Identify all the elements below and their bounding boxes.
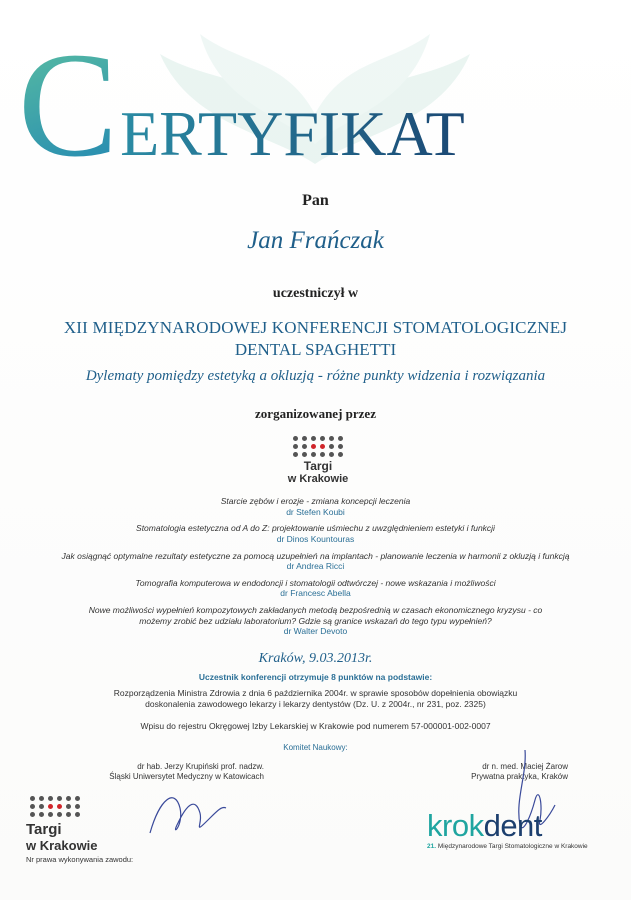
legal-basis-1-line2: doskonalenia zawodowego lekarzy i lekarzy dentystów (Dz. U. z 2004r., nr 231, poz. 2325) [145, 699, 486, 710]
krokdent-part2: dent [483, 808, 542, 843]
lecture-title: Stomatologia estetyczna od A do Z: projektowanie uśmiechu z uwzględnieniem estetyki i funkcji [136, 523, 495, 534]
krokdent-fair-name: Międzynarodowe Targi Stomatologiczne w Krakowie [437, 843, 588, 850]
certificate-title [0, 20, 631, 170]
bottom-organizer-logo [26, 796, 134, 864]
lecture-author: dr Francesc Abella [280, 588, 351, 599]
lecture-title: Jak osiągnąć optymalne rezultaty estetyczne za pomocą uzupełnień na implantach - planowanie leczenia w harmonii z okluzją i funkcją [61, 550, 570, 561]
participation-text: uczestniczył w [272, 286, 359, 301]
krokdent-logo [427, 810, 612, 850]
lecture-item [40, 551, 591, 572]
lecture-author: dr Walter Devoto [283, 626, 348, 637]
conference-name-line2: DENTAL SPAGHETTI [234, 340, 397, 359]
conference-name-line1: XII MIĘDZYNARODOWEJ KONFERENCJI STOMATOLOGICZNEJ [63, 318, 568, 337]
signatory-left-affiliation: Śląski Uniwersytet Medyczny w Katowicach [109, 772, 264, 782]
organizer-logo [283, 436, 353, 485]
organizer-logo-line2: w Krakowie [287, 472, 349, 485]
signatory-right-affiliation: Prywatna praktyka, Kraków [471, 772, 568, 782]
license-number-label: Nr prawa wykonywania zawodu: [26, 854, 134, 864]
legal-basis-1-line1: Rozporządzenia Ministra Zdrowia z dnia 6 października 2004r. w sprawie sposobów dopełnienia obowiązku [113, 688, 518, 698]
legal-basis-1 [0, 688, 631, 710]
krokdent-part1: krok [427, 808, 484, 843]
issue-date: Kraków, 9.03.2013r. [258, 651, 373, 666]
lecture-author: dr Andrea Ricci [286, 561, 345, 572]
lecture-item [40, 523, 591, 544]
recipient-name: Jan Frańczak [247, 227, 384, 254]
lecture-author: dr Dinos Kountouras [276, 533, 355, 544]
signatory-right-name: dr n. med. Maciej Żarow [482, 762, 568, 771]
krokdent-wordmark [427, 810, 612, 841]
conference-subtitle: Dylematy pomiędzy estetyką a okluzją - różne punkty widzenia i rozwiązania [85, 368, 546, 384]
lecture-item [40, 496, 591, 517]
salutation: Pan [302, 192, 329, 209]
lecture-item [40, 578, 591, 599]
lecture-title: Starcie zębów i erozje - zmiana koncepcji leczenia [220, 496, 411, 506]
legal-basis-2: Wpisu do rejestru Okręgowej Izby Lekarskiej w Krakowie pod numerem 57-000001-002-0007 [140, 721, 491, 731]
lecture-list [40, 496, 591, 643]
bottom-logo-line2: w Krakowie [26, 837, 98, 853]
lecture-title: Tomografia komputerowa w endodoncji i stomatologii odtwórczej - nowe wskazania i możliwości [135, 577, 496, 588]
krokdent-subtitle [427, 843, 612, 850]
dot-grid-icon [283, 436, 353, 457]
bottom-logo-line1: Targi [26, 821, 62, 838]
scientific-committee-label: Komitet Naukowy: [283, 743, 348, 752]
signatory-left-name: dr hab. Jerzy Krupiński prof. nadzw. [137, 762, 264, 771]
signature-left-icon [140, 778, 230, 848]
dot-grid-icon [30, 796, 126, 817]
lecture-item [40, 605, 591, 637]
organizer-logo-line1: Targi [303, 459, 333, 473]
krokdent-edition: 21. [427, 843, 437, 850]
lecture-title: Nowe możliwości wypełnień kompozytowych zakładanych metodą bezpośrednią w czasach ekonomicznego kryzysu - co możemy zrobić bez udziału laboratorium? Gdzie są granice wskazań do tego typu wypełnień? [88, 605, 543, 626]
organized-by-text: zorganizowanej przez [255, 406, 376, 421]
svg-text:CERTYFIKAT: CERTYFIKAT [18, 22, 465, 170]
lecture-author: dr Stefen Koubi [286, 506, 345, 517]
points-statement: Uczestnik konferencji otrzymuje 8 punktów na podstawie: [198, 672, 433, 682]
